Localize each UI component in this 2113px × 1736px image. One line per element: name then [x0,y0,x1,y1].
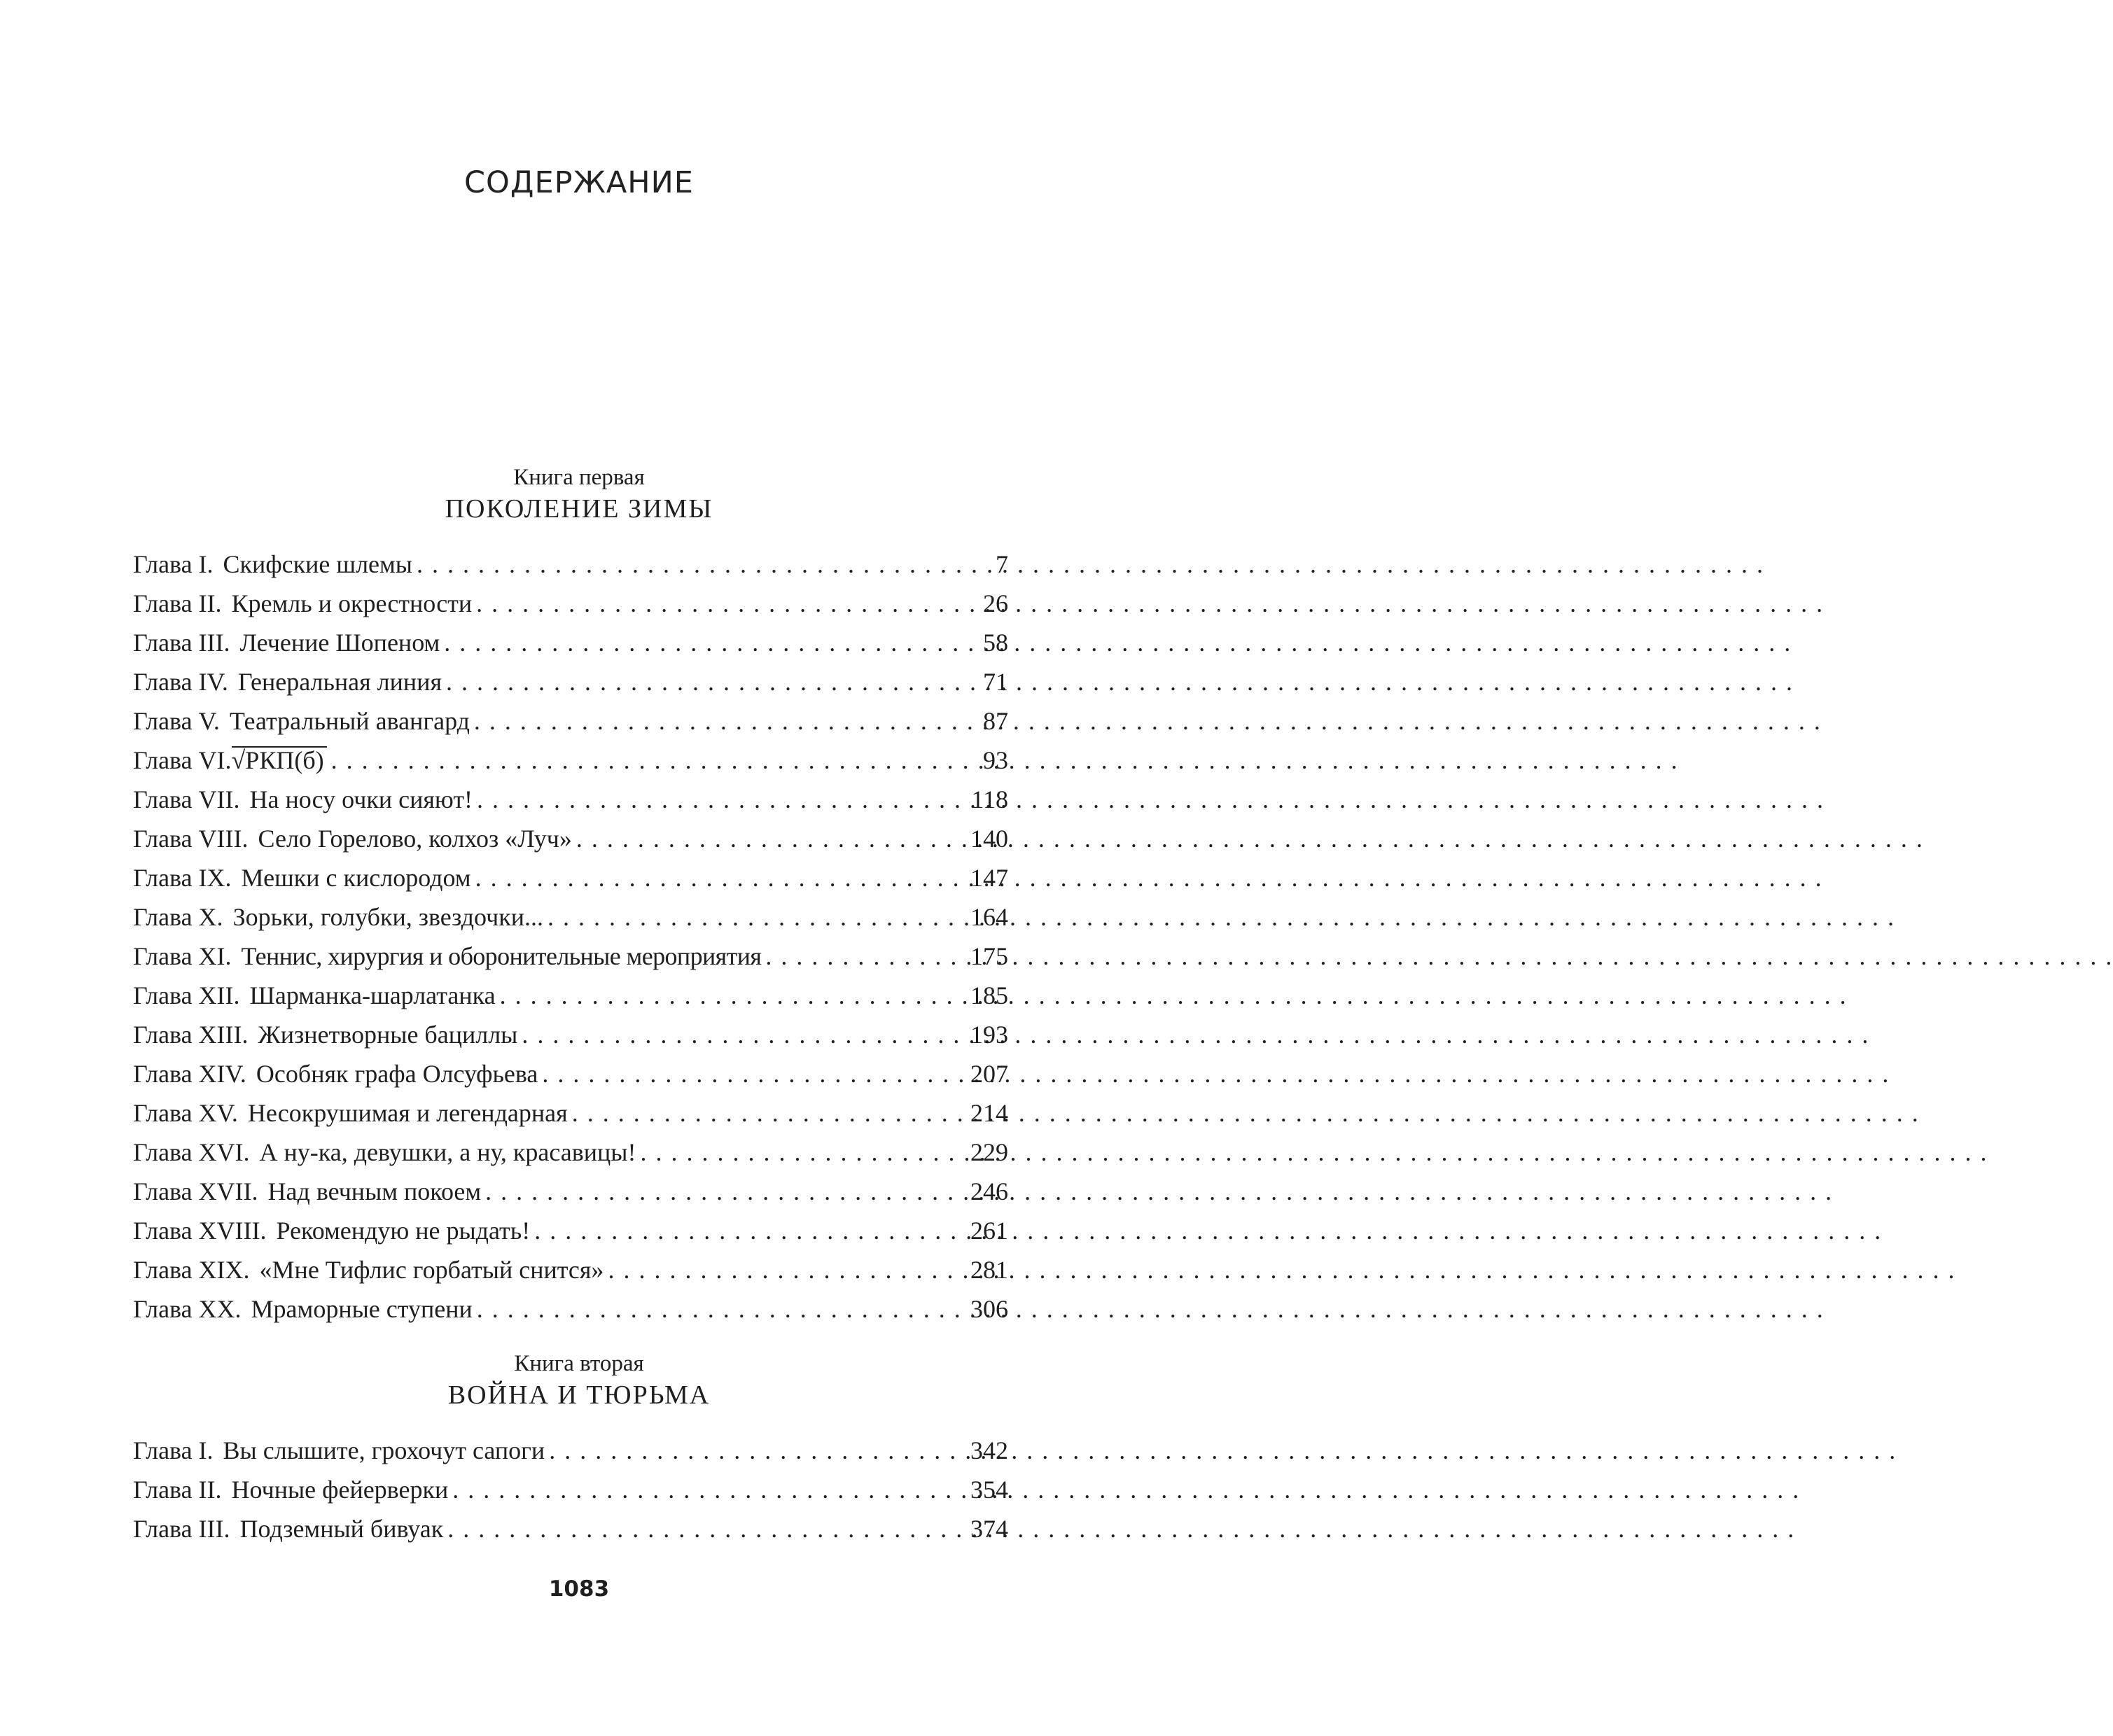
toc-entry[interactable] [133,1133,1008,1172]
chapter-number: Глава XIX. [133,1256,250,1284]
chapter-number: Глава XX. [133,1295,242,1323]
chapter-page: 185 [970,981,1008,1009]
toc-entry[interactable] [133,545,1008,584]
dot-leader [474,701,979,741]
book-heading [0,1350,1158,1413]
chapter-title: А ну-ка, девушки, а ну, красавицы! [259,1138,636,1166]
chapter-title: «Мне Тифлис горбатый снится» [259,1256,604,1284]
chapter-page: 342 [970,1436,1008,1464]
dot-leader [548,897,966,937]
chapter-number: Глава XVI. [133,1138,250,1166]
dot-leader [452,1470,966,1509]
toc-entry[interactable] [133,1054,1008,1093]
chapter-page: 71 [983,668,1008,696]
book-title: ПОКОЛЕНИЕ ЗИМЫ [445,494,713,524]
chapter-number: Глава I. [133,1436,214,1464]
dot-leader [522,1015,966,1054]
toc-entry[interactable] [133,1509,1008,1548]
dot-leader [476,584,979,623]
chapter-page: 207 [970,1060,1008,1088]
chapter-number: Глава XV. [133,1099,238,1127]
chapter-page: 374 [970,1515,1008,1543]
page-number: 1083 [548,1576,610,1602]
book-label: Книга первая [513,465,645,490]
dot-leader [477,1289,966,1329]
toc-entry[interactable] [133,780,1008,819]
dot-leader [572,1093,966,1133]
chapter-page: 354 [970,1476,1008,1504]
chapter-number: Глава II. [133,1476,222,1504]
dot-leader [446,662,979,701]
chapter-number: Глава VII. [133,785,240,813]
dot-leader [534,1211,966,1250]
toc-entry[interactable] [133,819,1008,858]
chapter-title: Несокрушимая и легендарная [247,1099,568,1127]
chapter-number: Глава XII. [133,981,240,1009]
chapter-title: Подземный бивуак [239,1515,444,1543]
chapter-title: Село Горелово, колхоз «Луч» [258,825,572,853]
toc-entry[interactable] [133,897,1008,937]
chapter-number: Глава I. [133,550,214,578]
chapter-title: Шарманка-шарлатанка [249,981,496,1009]
chapter-number: Глава II. [133,589,222,617]
toc-entry[interactable] [133,1250,1008,1289]
chapter-number: Глава V. [133,707,220,735]
chapter-number: Глава IX. [133,864,232,892]
toc-entry[interactable] [133,1431,1008,1470]
chapter-title: Ночные фейерверки [231,1476,449,1504]
chapter-title: Кремль и окрестности [231,589,473,617]
chapter-page: 93 [983,746,1008,774]
dot-leader [640,1133,966,1172]
chapter-page: 175 [970,942,1008,970]
toc-entry[interactable] [133,584,1008,623]
dot-leader [331,741,979,780]
chapter-page: 164 [970,903,1008,931]
chapter-number: Глава VI. [133,746,232,774]
chapter-page: 246 [970,1177,1008,1205]
toc-entry[interactable] [133,976,1008,1015]
book-title: ВОЙНА И ТЮРЬМА [447,1380,711,1410]
toc-entry[interactable] [133,1289,1008,1329]
chapter-page: 26 [983,589,1008,617]
chapter-number: Глава III. [133,1515,230,1543]
toc-entry[interactable] [133,1093,1008,1133]
chapter-title: Лечение Шопеном [239,629,440,657]
chapter-number: Глава XIV. [133,1060,246,1088]
chapter-title: Генеральная линия [237,668,442,696]
chapter-page: 58 [983,629,1008,657]
dot-leader [542,1054,966,1093]
chapter-page: 214 [970,1099,1008,1127]
dot-leader [485,1172,966,1211]
dot-leader [477,780,967,819]
dot-leader [417,545,991,584]
chapter-title: √РКП(б) [232,746,327,773]
chapter-title: Над вечным покоем [267,1177,482,1205]
chapter-page: 118 [971,785,1008,813]
chapter-page: 306 [970,1295,1008,1323]
chapter-number: Глава XVIII. [133,1217,267,1245]
chapter-title: Скифские шлемы [223,550,412,578]
book-label: Книга вторая [514,1351,644,1376]
chapter-page: 140 [970,825,1008,853]
chapter-title: Жизнетворные бациллы [258,1021,518,1049]
dot-leader [765,937,966,976]
chapter-number: Глава XIII. [133,1021,249,1049]
chapter-title: Зорьки, голубки, звездочки... [232,903,543,931]
chapter-title: Вы слышите, грохочут сапоги [223,1436,545,1464]
chapter-number: Глава X. [133,903,223,931]
toc-entry[interactable] [133,701,1008,741]
dot-leader [549,1431,966,1470]
chapter-page: 193 [970,1021,1008,1049]
chapter-page: 261 [970,1217,1008,1245]
toc-entry[interactable] [133,937,1008,976]
page-title: СОДЕРЖАНИЕ [464,165,694,200]
chapter-page: 87 [983,707,1008,735]
dot-leader [608,1250,966,1289]
chapter-number: Глава VIII. [133,825,249,853]
book-heading [0,463,1158,526]
toc-entry[interactable] [133,741,1008,780]
chapter-page: 7 [996,550,1008,578]
chapter-number: Глава III. [133,629,230,657]
chapter-title: Театральный авангард [229,707,470,735]
chapter-number: Глава XVII. [133,1177,258,1205]
toc-entry[interactable] [133,662,1008,701]
chapter-title: Мраморные ступени [251,1295,473,1323]
toc-entry[interactable] [133,1470,1008,1509]
chapter-page: 147 [970,864,1008,892]
chapter-number: Глава IV. [133,668,228,696]
toc-entry[interactable] [133,858,1008,897]
toc-list [133,1431,1008,1548]
toc-entry[interactable] [133,623,1008,662]
chapter-title: Мешки с кислородом [241,864,471,892]
chapter-number: Глава XI. [133,942,232,970]
toc-entry[interactable] [133,1172,1008,1211]
chapter-title: Теннис, хирургия и оборонительные мероприятия [241,942,762,970]
toc-list [133,545,1008,1329]
dot-leader [475,858,966,897]
dot-leader [576,819,966,858]
dot-leader [444,623,979,662]
toc-entry[interactable] [133,1211,1008,1250]
chapter-page: 281 [970,1256,1008,1284]
chapter-page: 229 [970,1138,1008,1166]
chapter-title: На носу очки сияют! [249,785,473,813]
toc-entry[interactable] [133,1015,1008,1054]
dot-leader [500,976,966,1015]
chapter-title: Особняк графа Олсуфьева [256,1060,538,1088]
chapter-title: Рекомендую не рыдать! [276,1217,531,1245]
dot-leader [447,1509,966,1548]
